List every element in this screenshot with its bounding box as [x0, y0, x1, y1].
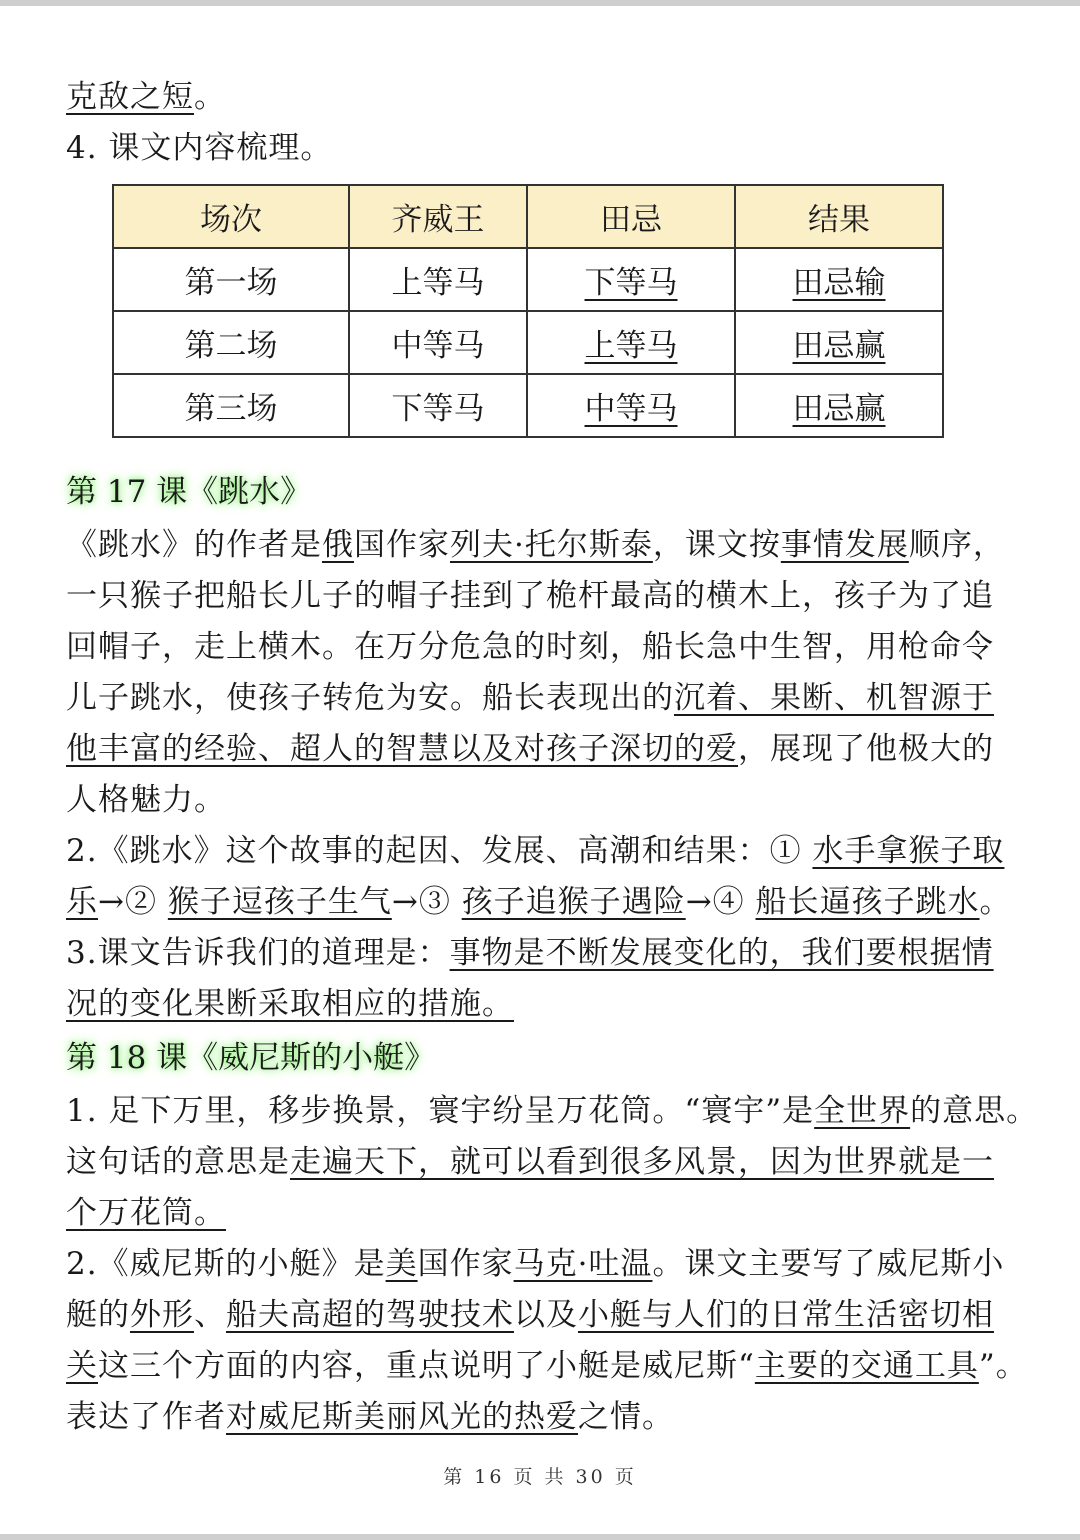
answer-text: 个万花筒。 [66, 1195, 226, 1231]
table-header-cell: 田忌 [527, 185, 735, 248]
table-cell: 上等马 [349, 248, 527, 311]
table-header-cell: 场次 [113, 185, 349, 248]
answer-text: 乐 [66, 884, 98, 920]
text-line [66, 1137, 1016, 1188]
text-segment: ，展现了他极大的 [738, 731, 994, 767]
answer-text: 美 [385, 1246, 418, 1282]
text-line [66, 123, 1016, 174]
text-segment: 表达了作者 [66, 1399, 226, 1435]
text-segment: 3.课文告诉我们的道理是： [66, 935, 450, 971]
table-cell [735, 311, 943, 374]
text-segment: 儿子跳水，使孩子转危为安。船长表现出的 [66, 680, 674, 716]
table-cell: 第一场 [113, 248, 349, 311]
lesson-18-body [66, 1086, 1039, 1443]
text-segment: 一只猴子把船长儿子的帽子挂到了桅杆最高的横木上，孩子为了追 [66, 578, 994, 614]
top-border [0, 0, 1080, 6]
table-cell: 中等马 [349, 311, 527, 374]
text-line [66, 622, 1016, 673]
answer-text: 对威尼斯美丽风光的热爱 [226, 1399, 578, 1435]
document-page [66, 72, 1039, 1443]
answer-text: 船夫高超的驾驶技术 [226, 1297, 514, 1333]
answer-text: 上等马 [584, 328, 678, 364]
answer-text: 水手拿猴子取 [812, 833, 1005, 869]
answer-text: 他丰富的经验、超人的智慧以及对孩子深切的爱 [66, 731, 738, 767]
text-segment: 。 [194, 79, 226, 115]
table-row [113, 248, 943, 311]
table-row [113, 311, 943, 374]
text-segment: 2.《跳水》这个故事的起因、发展、高潮和结果：① [66, 833, 813, 869]
table-cell [735, 374, 943, 437]
answer-text: 中等马 [584, 391, 678, 427]
text-line [66, 1290, 1016, 1341]
text-line [66, 877, 1016, 928]
table-header-row [113, 185, 943, 248]
answer-text: 外形 [130, 1297, 194, 1333]
lesson-17-heading: 第 17 课《跳水》 [66, 474, 312, 510]
answer-text: 船长逼孩子跳水 [755, 884, 980, 920]
text-segment: →③ [391, 884, 462, 920]
text-segment: ，课文按 [652, 527, 781, 563]
text-segment: 国作家 [354, 527, 450, 563]
lesson-18-heading: 第 18 课《威尼斯的小艇》 [66, 1040, 436, 1076]
table-cell [527, 374, 735, 437]
table-header-cell: 齐威王 [349, 185, 527, 248]
summary-table [112, 184, 944, 438]
answer-text: 小艇与人们的日常生活密切相 [578, 1297, 994, 1333]
text-line [66, 724, 1016, 775]
answer-text: 事物是不断发展变化的，我们要根据情 [449, 935, 994, 971]
answer-text: 克敌之短 [66, 79, 194, 115]
bottom-border [0, 1534, 1080, 1540]
answer-text: 列夫·托尔斯泰 [450, 527, 653, 563]
text-line [66, 1392, 1016, 1443]
answer-text: 马克·吐温 [513, 1246, 653, 1282]
text-segment: 国作家 [417, 1246, 514, 1282]
text-line [66, 826, 1016, 877]
text-segment: 2.《威尼斯的小艇》是 [66, 1246, 386, 1282]
table-cell [735, 248, 943, 311]
table-cell: 第二场 [113, 311, 349, 374]
text-line [66, 775, 1016, 826]
answer-text: 况的变化果断采取相应的措施。 [66, 986, 514, 1022]
text-segment: 以及 [514, 1297, 578, 1333]
answer-text: 主要的交通工具 [754, 1348, 979, 1384]
text-segment: 这三个方面的内容，重点说明了小艇是威尼斯“ [98, 1348, 755, 1384]
text-line [66, 979, 1016, 1030]
answer-text: 田忌输 [792, 265, 886, 301]
text-line [66, 928, 1016, 979]
text-segment: 、 [194, 1297, 226, 1333]
answer-text: 下等马 [584, 265, 678, 301]
text-segment: 顺序， [908, 527, 1005, 563]
text-segment: →④ [685, 884, 756, 920]
table-cell: 下等马 [349, 374, 527, 437]
table-cell: 第三场 [113, 374, 349, 437]
text-segment: 之情。 [578, 1399, 674, 1435]
intro-section [66, 72, 1016, 174]
text-segment: 《跳水》的作者是 [66, 527, 322, 563]
answer-text: 俄 [322, 527, 354, 563]
text-segment: 人格魅力。 [66, 782, 226, 818]
text-segment: 。课文主要写了威尼斯小 [652, 1246, 1005, 1282]
text-segment: →② [98, 884, 168, 920]
text-segment: 回帽子，走上横木。在万分危急的时刻，船长急中生智，用枪命令 [66, 629, 994, 665]
answer-text: 事情发展 [780, 527, 909, 563]
text-line [66, 673, 1016, 724]
table-row [113, 374, 943, 437]
text-line [66, 1341, 1028, 1392]
answer-text: 沉着、果断、机智源于 [674, 680, 994, 716]
answer-text: 走遍天下，就可以看到很多风景，因为世界就是一 [290, 1144, 994, 1180]
text-segment: 4. 课文内容梳理。 [66, 130, 333, 166]
text-segment: 艇的 [66, 1297, 130, 1333]
page-number: 第 16 页 共 30 页 [443, 1466, 637, 1488]
text-segment: 这句话的意思是 [66, 1144, 290, 1180]
answer-text: 田忌赢 [792, 391, 886, 427]
text-segment: 的意思。 [910, 1093, 1039, 1129]
text-line [66, 1086, 1039, 1137]
answer-text: 猴子逗孩子生气 [167, 884, 392, 920]
text-line [66, 520, 1016, 571]
text-segment: 1. 足下万里，移步换景，寰宇纷呈万花筒。“寰宇”是 [66, 1093, 815, 1129]
table-header-cell: 结果 [735, 185, 943, 248]
text-line [66, 571, 1016, 622]
text-line [66, 1188, 1016, 1239]
text-segment: 。 [979, 884, 1012, 920]
answer-text: 孩子追猴子遇险 [461, 884, 686, 920]
table-cell [527, 248, 735, 311]
lesson-17-body [66, 520, 1016, 1030]
text-segment: ”。 [978, 1348, 1028, 1384]
text-line [66, 72, 1016, 123]
answer-text: 关 [66, 1348, 98, 1384]
answer-text: 全世界 [814, 1093, 911, 1129]
answer-text: 田忌赢 [792, 328, 886, 364]
table-cell [527, 311, 735, 374]
text-line [66, 1239, 1016, 1290]
